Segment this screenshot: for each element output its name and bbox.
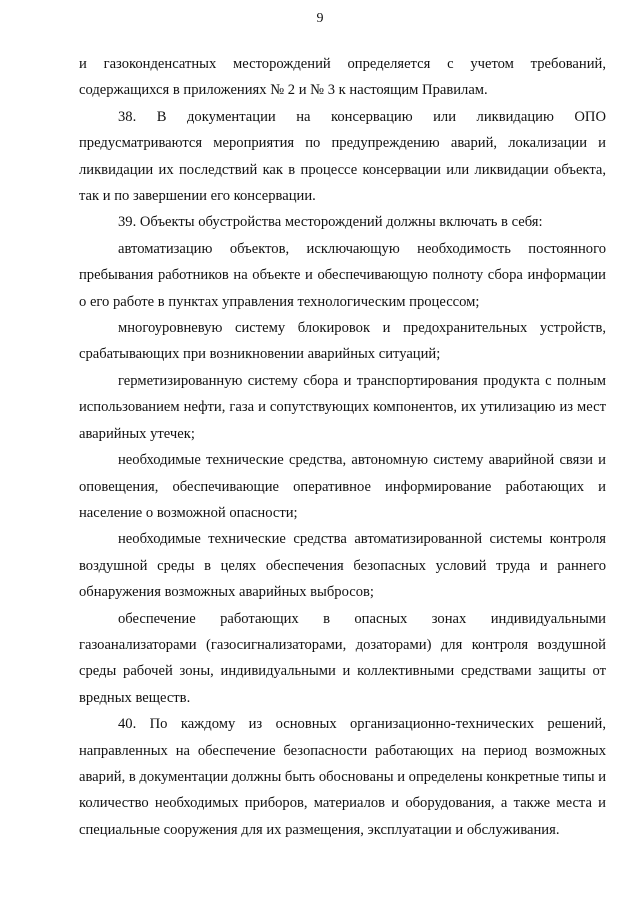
paragraph-clause-40: 40. По каждому из основных организационно-технических решений, направленных на обеспечение безопасности работающих на период возможных аварий, в документации должны быть обоснованы и определены конкретные типы и количество необходимых приборов, материалов и оборудования, а также места и специальные сооружения для их размещения, эксплуатации и обслуживания. — [79, 716, 606, 838]
paragraph-continuation: и газоконденсатных месторождений определяется с учетом требований, содержащихся в приложениях № 2 и № 3 к настоящим Правилам. — [79, 56, 606, 99]
page-number: 9 — [316, 11, 324, 26]
paragraph-clause-38: 38. В документации на консервацию или ликвидацию ОПО предусматриваются мероприятия по предупреждению аварий, локализации и ликвидации их последствий как в процессе консервации или ликвидации объекта, так и по завершении его консервации. — [79, 108, 606, 205]
list-item-emergency-communication: необходимые технические средства, автономную систему аварийной связи и оповещения, обеспечивающие оперативное информирование работающих и население о возможной опасности; — [79, 452, 606, 521]
list-item-gas-analyzers: обеспечение работающих в опасных зонах индивидуальными газоанализаторами (газосигнализаторами, дозаторами) для контроля воздушной среды рабочей зоны, индивидуальными и коллективными средствами защиты от вредных веществ. — [79, 610, 606, 706]
list-item-sealed-system: герметизированную систему сбора и транспортирования продукта с полным использованием нефти, газа и сопутствующих компонентов, их утилизацию из мест аварийных утечек; — [79, 372, 606, 442]
paragraph-clause-39: 39. Объекты обустройства месторождений должны включать в себя: — [118, 214, 543, 231]
list-item-air-monitoring: необходимые технические средства автоматизированной системы контроля воздушной среды в целях обеспечения безопасных условий труда и раннего обнаружения возможных аварийных выбросов; — [79, 531, 606, 601]
document-body — [79, 51, 606, 843]
list-item-interlocks: многоуровневую систему блокировок и предохранительных устройств, срабатывающих при возникновении аварийных ситуаций; — [79, 320, 606, 363]
list-item-automation: автоматизацию объектов, исключающую необходимость постоянного пребывания работников на объекте и обеспечивающую полноту сбора информации о его работе в пунктах управления технологическим процессом; — [79, 240, 606, 310]
